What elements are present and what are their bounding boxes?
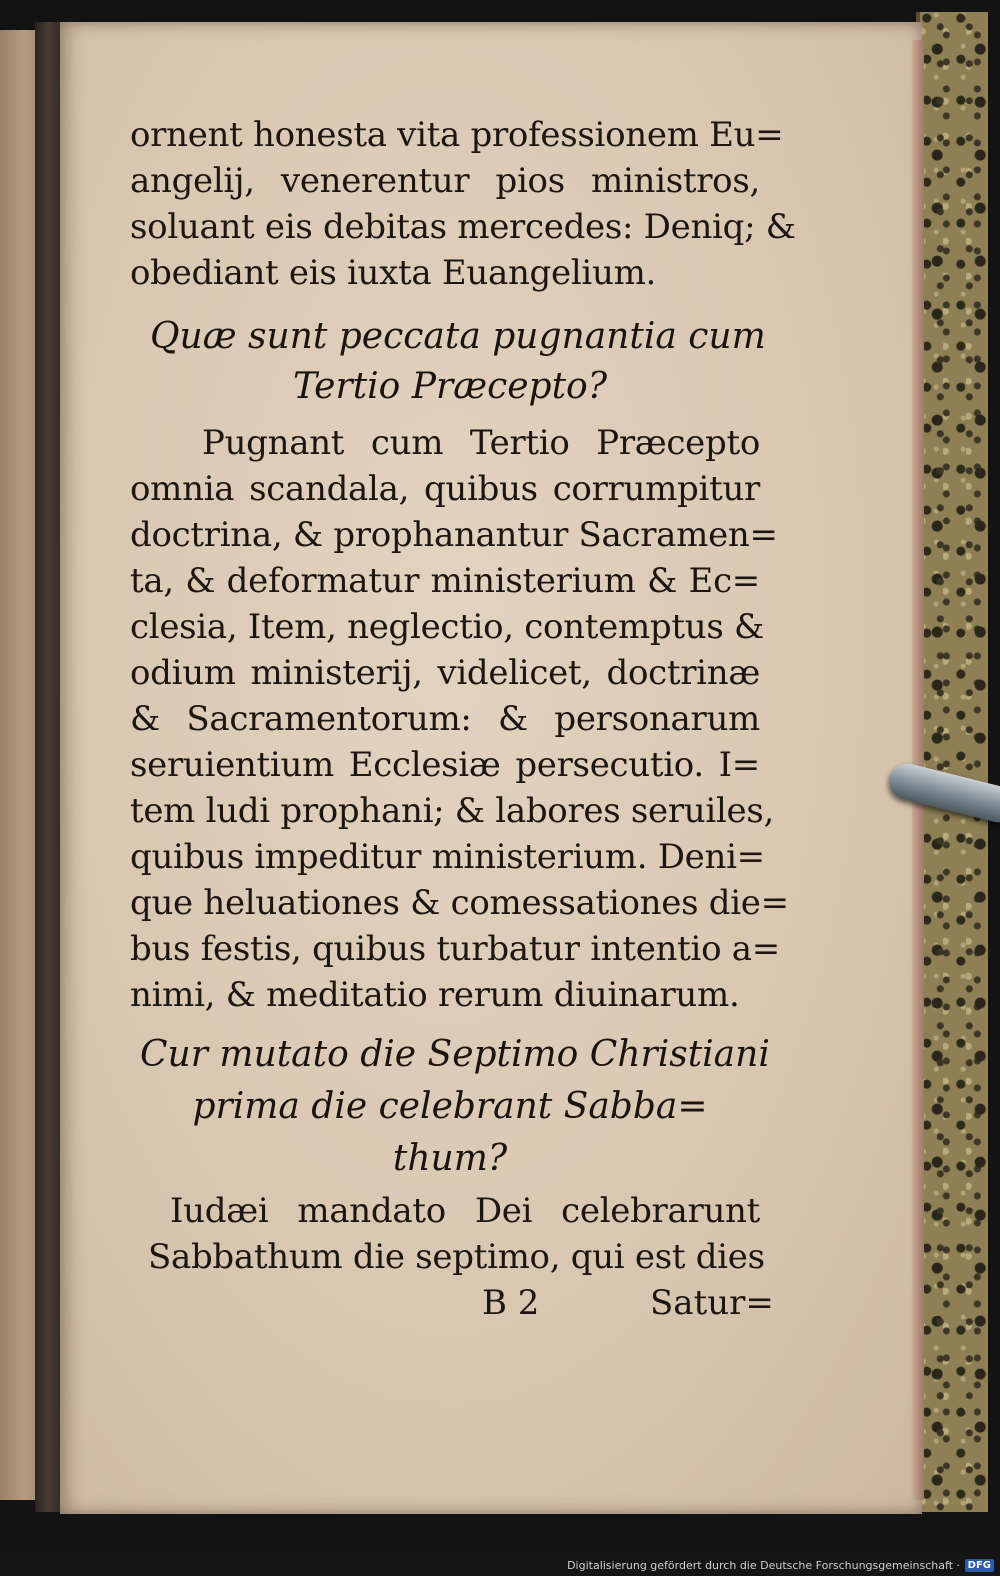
section-heading: Tertio Præcepto? (292, 366, 608, 407)
text-line: quibus impeditur ministerium. Deni= (130, 837, 765, 877)
dfg-logo: DFG (965, 1559, 994, 1572)
section-heading: Cur mutato die Septimo Christiani (140, 1034, 770, 1075)
text-line: clesia, Item, neglectio, contemptus & (130, 607, 764, 647)
text-line: tem ludi prophani; & labores seruiles, (130, 791, 775, 831)
signature-mark: B 2 (482, 1283, 540, 1323)
text-line: Sabbathum die septimo, qui est dies (148, 1237, 765, 1277)
funding-credit: Digitalisierung gefördert durch die Deutsche Forschungsgemeinschaft · (567, 1559, 960, 1572)
text-line: omnia scandala, quibus corrumpitur (130, 469, 760, 509)
text-line: Iudæi mandato Dei celebrarunt (170, 1191, 760, 1231)
footer-bar (0, 1552, 1000, 1576)
catchword: Satur= (650, 1283, 774, 1323)
section-heading: thum? (392, 1138, 508, 1179)
text-line: que heluationes & comessationes die= (130, 883, 789, 923)
text-line: seruientium Ecclesiæ persecutio. I= (130, 745, 760, 785)
text-line: bus festis, quibus turbatur intentio a= (130, 929, 780, 969)
section-heading: Quæ sunt peccata pugnantia cum (150, 316, 766, 357)
binding-board (916, 12, 988, 1512)
text-line: odium ministerij, videlicet, doctrinæ (130, 653, 760, 693)
text-line: Pugnant cum Tertio Præcepto (202, 423, 760, 463)
section-heading: prima die celebrant Sabba= (192, 1086, 708, 1127)
text-line: ta, & deformatur ministerium & Ec= (130, 561, 760, 601)
text-line: angelij, venerentur pios ministros, (130, 161, 760, 201)
text-line: & Sacramentorum: & personarum (130, 699, 760, 739)
text-line: nimi, & meditatio rerum diuinarum. (130, 975, 740, 1015)
text-line: doctrina, & prophanantur Sacramen= (130, 515, 778, 555)
text-line: ornent honesta vita professionem Eu= (130, 115, 784, 155)
text-line: soluant eis debitas mercedes: Deniq; & (130, 207, 796, 247)
facing-page-edge (0, 30, 40, 1500)
text-line: obediant eis iuxta Euangelium. (130, 253, 657, 293)
